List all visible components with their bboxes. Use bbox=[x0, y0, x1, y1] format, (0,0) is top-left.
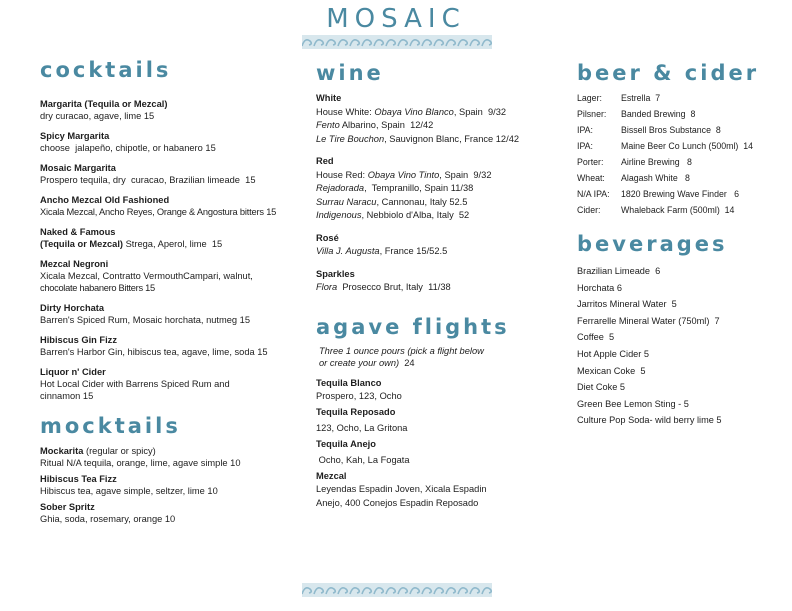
flight-label: Tequila Anejo bbox=[316, 438, 376, 449]
wine-name: Le Tire Bouchon bbox=[316, 133, 385, 144]
wine-text: Albarino, Spain 12/42 bbox=[339, 120, 434, 130]
menu-title: MOSAIC bbox=[326, 4, 466, 34]
mocktail-item bbox=[40, 445, 300, 469]
beverage-item: Green Bee Lemon Sting - 5 bbox=[577, 398, 689, 409]
wine-name: Fento bbox=[316, 120, 340, 130]
cocktails-column bbox=[40, 58, 300, 525]
agave-flight-anejo bbox=[316, 436, 566, 468]
item-desc: choose jalapeño, chipotle, or habanero 15 bbox=[40, 143, 216, 153]
beverage-item: Brazilian Limeade 6 bbox=[577, 266, 661, 276]
item-name: Liquor n' Cider bbox=[40, 367, 106, 377]
wine-white-group bbox=[316, 92, 566, 146]
wine-heading: wine bbox=[316, 61, 384, 85]
beverage-item: Hot Apple Cider 5 bbox=[577, 348, 650, 359]
item-desc: Hot Local Cider with Barrens Spiced Rum and bbox=[40, 379, 230, 389]
beverage-item: Mexican Coke 5 bbox=[577, 365, 646, 376]
cocktail-item bbox=[40, 130, 300, 154]
agave-intro-line1: Three 1 ounce pours (pick a flight below bbox=[319, 345, 484, 356]
item-name: Margarita (Tequila or Mezcal) bbox=[40, 99, 168, 109]
beer-type: IPA: bbox=[577, 125, 593, 135]
wine-text: , Sauvignon Blanc, France 12/42 bbox=[384, 133, 520, 144]
wine-red-label: Red bbox=[316, 156, 334, 166]
mocktail-item bbox=[40, 501, 300, 525]
item-desc: Xicala Mezcal, Ancho Reyes, Orange & Angostura bitters 15 bbox=[40, 207, 277, 217]
agave-price: 24 bbox=[399, 358, 415, 368]
beer-row bbox=[577, 90, 777, 106]
wine-rose-group bbox=[316, 232, 566, 259]
wine-name: Rejadorada bbox=[316, 183, 365, 193]
item-desc: Ritual N/A tequila, orange, lime, agave simple 10 bbox=[40, 458, 241, 468]
item-desc: Barren's Spiced Rum, Mosaic horchata, nutmeg 15 bbox=[40, 315, 251, 325]
wine-name: Indigenous bbox=[316, 210, 362, 220]
beverage-item: Diet Coke 5 bbox=[577, 382, 626, 393]
flight-label: Tequila Reposado bbox=[316, 406, 396, 417]
beer-row bbox=[577, 106, 777, 122]
wine-sparkles-label: Sparkles bbox=[316, 268, 355, 279]
item-name: Hibiscus Tea Fizz bbox=[40, 474, 117, 484]
beer-value: Maine Beer Co Lunch (500ml) 14 bbox=[621, 141, 754, 151]
wave-border-top-icon bbox=[302, 35, 492, 49]
mocktail-item bbox=[40, 473, 300, 497]
wine-text: , Nebbiolo d'Alba, Italy 52 bbox=[361, 210, 470, 220]
agave-flight-mezcal bbox=[316, 470, 566, 511]
wine-name: Obaya Vino Blanco bbox=[374, 106, 454, 117]
beer-value: Alagash White 8 bbox=[621, 173, 690, 183]
wine-text: House Red: bbox=[316, 169, 368, 180]
item-name: Ancho Mezcal Old Fashioned bbox=[40, 195, 170, 205]
wine-name: Villa J. Augusta bbox=[316, 246, 380, 256]
item-desc: Ghia, soda, rosemary, orange 10 bbox=[40, 514, 176, 524]
cocktail-item bbox=[40, 302, 300, 326]
beer-row bbox=[577, 138, 777, 154]
beer-value: Banded Brewing 8 bbox=[621, 109, 696, 119]
cocktail-item bbox=[40, 194, 300, 218]
cocktail-item bbox=[40, 258, 300, 294]
item-desc: Hibiscus tea, agave simple, seltzer, lime 10 bbox=[40, 486, 218, 496]
item-desc-line2: cinnamon 15 bbox=[40, 391, 94, 401]
beer-column bbox=[577, 61, 777, 429]
cocktail-item bbox=[40, 226, 300, 250]
item-note: (regular or spicy) bbox=[83, 446, 156, 456]
wine-column bbox=[316, 61, 566, 510]
item-name: Naked & Famous bbox=[40, 227, 116, 237]
wine-rose-label: Rosé bbox=[316, 232, 339, 243]
cocktail-item bbox=[40, 98, 300, 122]
item-desc-line2: chocolate habanero Bitters 15 bbox=[40, 283, 155, 293]
item-name-line2: (Tequila or Mezcal) bbox=[40, 239, 123, 249]
flight-desc: Ocho, Kah, La Fogata bbox=[316, 454, 410, 465]
beer-row bbox=[577, 122, 777, 138]
cocktails-heading: cocktails bbox=[40, 58, 172, 82]
wine-white-label: White bbox=[316, 93, 342, 103]
cocktail-item bbox=[40, 334, 300, 358]
wine-text: , Spain 9/32 bbox=[439, 169, 492, 180]
beverage-item: Jarritos Mineral Water 5 bbox=[577, 299, 677, 310]
beer-type: N/A IPA: bbox=[577, 189, 610, 199]
flight-desc-line2: Anejo, 400 Conejos Espadin Reposado bbox=[316, 497, 479, 508]
flight-label: Tequila Blanco bbox=[316, 377, 382, 388]
wine-text: , France 15/52.5 bbox=[379, 246, 448, 256]
flight-desc: Leyendas Espadin Joven, Xicala Espadin bbox=[316, 484, 487, 494]
agave-flight-reposado bbox=[316, 404, 566, 436]
wave-border-bottom-icon bbox=[302, 583, 492, 597]
beer-type: Lager: bbox=[577, 93, 602, 103]
item-desc: Strega, Aperol, lime 15 bbox=[123, 239, 223, 249]
beer-row bbox=[577, 202, 777, 218]
wine-name: Surrau Naracu bbox=[316, 196, 377, 207]
beer-type: Cider: bbox=[577, 205, 601, 215]
item-name: Mockarita bbox=[40, 446, 84, 456]
wine-name: Obaya Vino Tinto bbox=[367, 169, 440, 180]
wine-text: , Spain 9/32 bbox=[453, 106, 507, 117]
beverages-list bbox=[577, 263, 777, 429]
beer-type: Porter: bbox=[577, 157, 604, 167]
wine-text: House White: bbox=[316, 106, 375, 117]
flight-desc: 123, Ocho, La Gritona bbox=[316, 422, 408, 433]
item-name: Mosaic Margarita bbox=[40, 163, 116, 173]
wine-sparkles-group bbox=[316, 268, 566, 295]
beer-row bbox=[577, 154, 777, 170]
item-name: Mezcal Negroni bbox=[40, 259, 109, 269]
agave-intro-line2: or create your own) bbox=[319, 358, 400, 368]
beer-type: Pilsner: bbox=[577, 109, 607, 119]
wine-text: , Tempranillo, Spain 11/38 bbox=[364, 183, 474, 193]
item-desc: Prospero tequila, dry curacao, Brazilian limeade 15 bbox=[40, 175, 256, 185]
beer-value: Airline Brewing 8 bbox=[621, 157, 692, 167]
beverage-item: Horchata 6 bbox=[577, 282, 622, 293]
wine-name: Flora bbox=[316, 282, 338, 292]
flight-label: Mezcal bbox=[316, 470, 347, 481]
beverage-item: Coffee 5 bbox=[577, 332, 615, 343]
item-desc: dry curacao, agave, lime 15 bbox=[40, 111, 155, 121]
item-name: Spicy Margarita bbox=[40, 131, 110, 141]
beer-type: IPA: bbox=[577, 141, 593, 151]
wine-text: Prosecco Brut, Italy 11/38 bbox=[337, 282, 451, 292]
agave-flight-blanco bbox=[316, 377, 566, 404]
beer-value: Estrella 7 bbox=[621, 93, 661, 103]
cocktail-item bbox=[40, 366, 300, 402]
beer-value: 1820 Brewing Wave Finder 6 bbox=[621, 189, 740, 199]
flight-desc: Prospero, 123, Ocho bbox=[316, 391, 402, 401]
agave-flights-heading: agave flights bbox=[316, 314, 510, 339]
wine-red-group bbox=[316, 155, 566, 223]
beer-row bbox=[577, 186, 777, 202]
beer-value: Whaleback Farm (500ml) 14 bbox=[621, 205, 735, 215]
item-desc: Xicala Mezcal, Contratto VermouthCampari, walnut, bbox=[40, 271, 253, 281]
item-desc: Barren's Harbor Gin, hibiscus tea, agave, lime, soda 15 bbox=[40, 347, 268, 357]
item-name: Sober Spritz bbox=[40, 502, 95, 512]
beer-list bbox=[577, 90, 777, 218]
beer-value: Bissell Bros Substance 8 bbox=[621, 125, 721, 135]
item-name: Hibiscus Gin Fizz bbox=[40, 335, 117, 345]
beverage-item: Ferrarelle Mineral Water (750ml) 7 bbox=[577, 315, 720, 326]
beer-row bbox=[577, 170, 777, 186]
beverages-heading: beverages bbox=[577, 232, 728, 256]
wine-text: , Cannonau, Italy 52.5 bbox=[376, 196, 468, 207]
mocktails-heading: mocktails bbox=[40, 414, 181, 438]
agave-intro bbox=[316, 345, 566, 370]
beer-cider-heading: beer & cider bbox=[577, 61, 760, 85]
beer-type: Wheat: bbox=[577, 173, 605, 183]
cocktail-item bbox=[40, 162, 300, 186]
beverage-item: Culture Pop Soda- wild berry lime 5 bbox=[577, 415, 722, 426]
item-name: Dirty Horchata bbox=[40, 303, 105, 313]
